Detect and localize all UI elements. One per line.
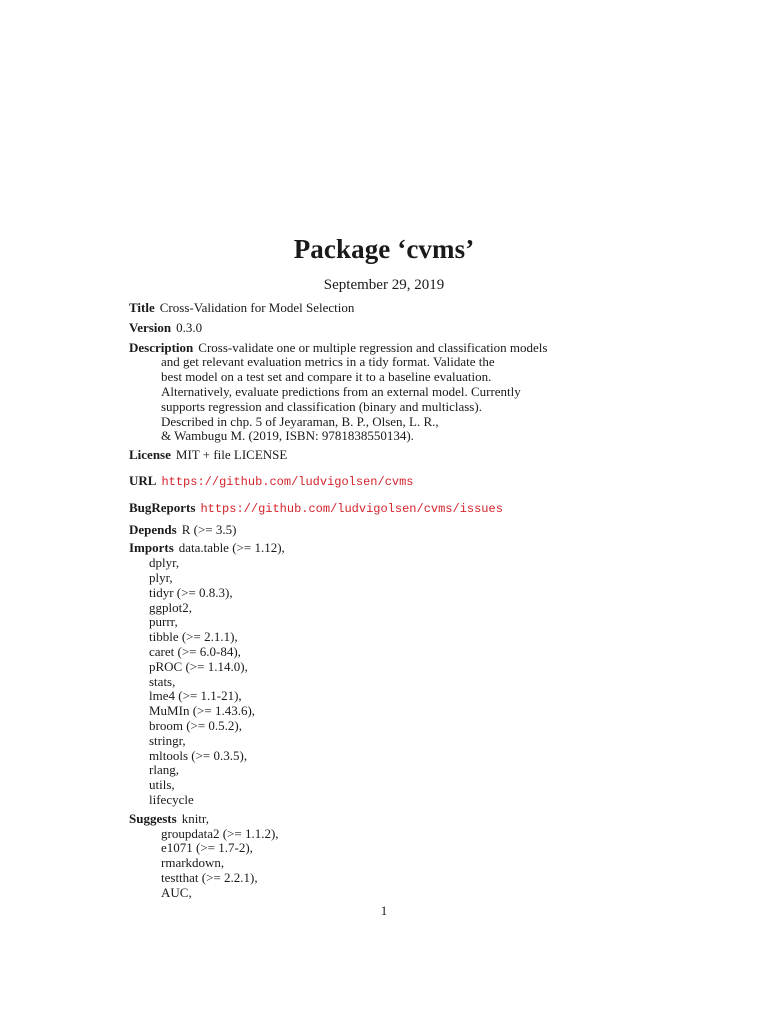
title-label: Title: [129, 300, 155, 315]
suggests-item: testthat (>= 2.2.1),: [161, 869, 258, 885]
title-value: Cross-Validation for Model Selection: [159, 300, 355, 315]
imports-item: ggplot2,: [149, 599, 192, 615]
imports-value: data.table (>= 1.12),: [178, 540, 285, 556]
description-value: Cross-validate one or multiple regression and classification models: [198, 339, 548, 355]
bugreports-field: [129, 501, 689, 517]
license-label: License: [129, 447, 171, 463]
imports-item: lifecycle: [149, 791, 194, 807]
imports-item: utils,: [149, 777, 175, 793]
url-link[interactable]: https://github.com/ludvigolsen/cvms: [161, 474, 414, 489]
suggests-field: [129, 812, 689, 901]
bugreports-link[interactable]: https://github.com/ludvigolsen/cvms/issues: [200, 501, 503, 516]
url-field: [129, 474, 689, 490]
description-line: best model on a test set and compare it to a baseline evaluation.: [161, 369, 492, 385]
description-line: and get relevant evaluation metrics in a tidy format. Validate the: [161, 354, 495, 370]
version-value: 0.3.0: [176, 319, 203, 335]
description-label: Description: [129, 339, 194, 355]
bugreports-label: BugReports: [129, 499, 196, 515]
suggests-item: AUC,: [161, 884, 192, 900]
description-line: Alternatively, evaluate predictions from an external model. Currently: [161, 383, 521, 399]
imports-first-line: [129, 541, 689, 556]
suggests-first-line: [129, 812, 689, 827]
description-fields: [129, 301, 689, 900]
depends-label: Depends: [129, 521, 177, 537]
imports-item: MuMIn (>= 1.43.6),: [149, 703, 256, 719]
license-value: MIT + file LICENSE: [175, 447, 288, 463]
package-title: Package ‘cvms’: [293, 234, 475, 264]
license-field: [129, 448, 689, 463]
suggests-value: knitr,: [181, 810, 209, 826]
imports-item: tidyr (>= 0.8.3),: [149, 584, 233, 600]
imports-field: [129, 541, 689, 807]
description-first-line: [129, 341, 689, 356]
imports-item: dplyr,: [149, 555, 180, 571]
imports-item: lme4 (>= 1.1-21),: [149, 688, 242, 704]
imports-item: purrr,: [149, 614, 178, 630]
version-label: Version: [129, 319, 172, 335]
url-label: URL: [129, 472, 157, 488]
suggests-label: Suggests: [129, 810, 177, 826]
page-number: 1: [380, 903, 388, 918]
depends-field: [129, 523, 689, 538]
imports-item: broom (>= 0.5.2),: [149, 717, 243, 733]
imports-item: rlang,: [149, 762, 179, 778]
version-field: [129, 321, 689, 336]
suggests-item: rmarkdown,: [161, 855, 225, 871]
imports-item: pROC (>= 1.14.0),: [149, 658, 248, 674]
description-field: [129, 341, 689, 445]
imports-item: tibble (>= 2.1.1),: [149, 629, 238, 645]
description-line: & Wambugu M. (2019, ISBN: 9781838550134).: [161, 428, 414, 444]
imports-item: mltools (>= 0.3.5),: [149, 747, 248, 763]
depends-value: R (>= 3.5): [181, 521, 237, 537]
imports-item: stringr,: [149, 732, 186, 748]
suggests-item: e1071 (>= 1.7-2),: [161, 840, 253, 856]
imports-item: caret (>= 6.0-84),: [149, 643, 241, 659]
package-date: September 29, 2019: [323, 277, 445, 293]
description-line: supports regression and classification (binary and multiclass).: [161, 398, 482, 414]
imports-item: stats,: [149, 673, 176, 689]
description-line: Described in chp. 5 of Jeyaraman, B. P., Olsen, L. R.,: [161, 413, 439, 429]
imports-item: plyr,: [149, 569, 173, 585]
suggests-item: groupdata2 (>= 1.1.2),: [161, 825, 279, 841]
imports-label: Imports: [129, 540, 174, 556]
title-field: [129, 301, 689, 316]
